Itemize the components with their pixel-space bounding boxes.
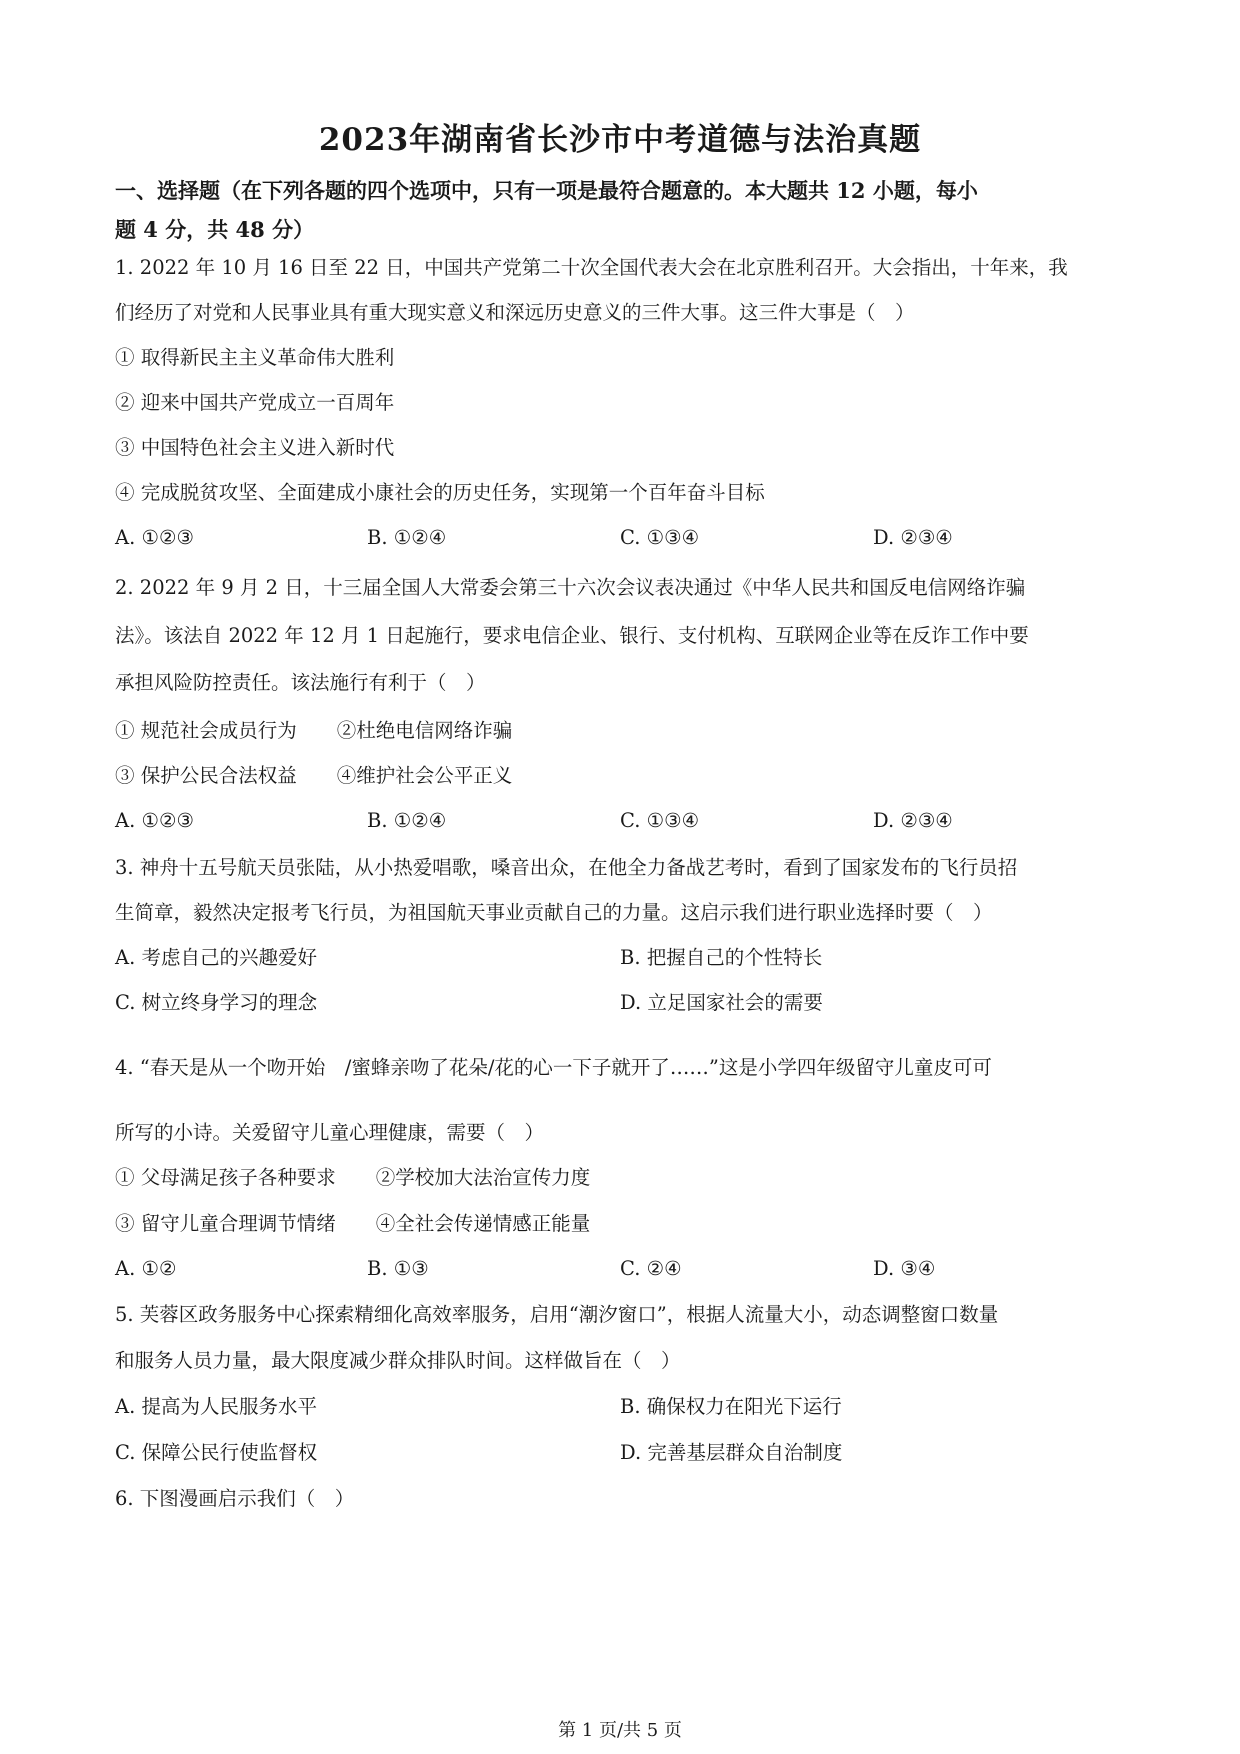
q4-item-1: ① 父母满足孩子各种要求 [115, 1166, 336, 1189]
section-heading-line-1: 一、选择题（在下列各题的四个选项中，只有一项是最符合题意的。本大题共 12 小题，每小 [115, 178, 978, 203]
q2-stem-line-1: 2. 2022 年 9 月 2 日，十三届全国人大常委会第三十六次会议表决通过《中华人民共和国反电信网络诈骗 [115, 576, 1026, 599]
q2-item-3: ③ 保护公民合法权益 [115, 764, 297, 787]
q5-option-d: D. 完善基层群众自治制度 [620, 1441, 843, 1464]
q2-items-row-1 [115, 718, 1135, 744]
page-footer: 第 1 页/共 5 页 [558, 1720, 682, 1741]
q2-item-4: ④维护社会公平正义 [336, 764, 513, 787]
q2-option-d: D. ②③④ [873, 809, 953, 832]
q4-items-row-1 [115, 1165, 1135, 1191]
q2-items-row-2 [115, 763, 1135, 789]
q1-item-2: ② 迎来中国共产党成立一百周年 [115, 391, 395, 414]
q5-option-a: A. 提高为人民服务水平 [115, 1395, 317, 1418]
q4-stem-line-1: 4. “春天是从一个吻开始 /蜜蜂亲吻了花朵/花的心一下子就开了……”这是小学四年级留守儿童皮可可 [115, 1056, 992, 1079]
q5-option-c: C. 保障公民行使监督权 [115, 1441, 318, 1464]
q5-stem-line-2: 和服务人员力量，最大限度减少群众排队时间。这样做旨在（ ） [115, 1349, 681, 1372]
q2-item-1: ① 规范社会成员行为 [115, 719, 297, 742]
q1-stem-line-1: 1. 2022 年 10 月 16 日至 22 日，中国共产党第二十次全国代表大会在北京胜利召开。大会指出，十年来，我 [115, 256, 1068, 279]
q4-option-a: A. ①② [115, 1257, 177, 1280]
q2-option-b: B. ①②④ [367, 809, 447, 832]
q2-item-2: ②杜绝电信网络诈骗 [336, 719, 513, 742]
q4-option-b: B. ①③ [367, 1257, 429, 1280]
q5-stem-line-1: 5. 芙蓉区政务服务中心探索精细化高效率服务，启用“潮汐窗口”，根据人流量大小，动态调整窗口数量 [115, 1303, 999, 1326]
q2-option-a: A. ①②③ [115, 809, 194, 832]
q1-item-3: ③ 中国特色社会主义进入新时代 [115, 436, 395, 459]
q3-option-a: A. 考虑自己的兴趣爱好 [115, 946, 317, 969]
q1-option-b: B. ①②④ [367, 526, 447, 549]
q1-option-a: A. ①②③ [115, 526, 194, 549]
q2-option-c: C. ①③④ [620, 809, 700, 832]
q2-stem-line-3: 承担风险防控责任。该法施行有利于（ ） [115, 671, 486, 694]
q3-option-d: D. 立足国家社会的需要 [620, 991, 823, 1014]
q1-stem-line-2: 们经历了对党和人民事业具有重大现实意义和深远历史意义的三件大事。这三件大事是（ ） [115, 301, 915, 324]
q5-option-b: B. 确保权力在阳光下运行 [620, 1395, 842, 1418]
q4-option-c: C. ②④ [620, 1257, 682, 1280]
q1-option-d: D. ②③④ [873, 526, 953, 549]
q4-items-row-2 [115, 1211, 1135, 1237]
q4-item-4: ④全社会传递情感正能量 [375, 1212, 591, 1235]
q4-item-3: ③ 留守儿童合理调节情绪 [115, 1212, 336, 1235]
q1-item-1: ① 取得新民主主义革命伟大胜利 [115, 346, 395, 369]
q3-stem-line-2: 生简章，毅然决定报考飞行员，为祖国航天事业贡献自己的力量。这启示我们进行职业选择时要（ ） [115, 901, 993, 924]
q2-stem-line-2: 法》。该法自 2022 年 12 月 1 日起施行，要求电信企业、银行、支付机构、互联网企业等在反诈工作中要 [115, 624, 1029, 647]
q1-option-c: C. ①③④ [620, 526, 700, 549]
q1-item-4: ④ 完成脱贫攻坚、全面建成小康社会的历史任务，实现第一个百年奋斗目标 [115, 481, 765, 504]
q4-item-2: ②学校加大法治宣传力度 [375, 1166, 591, 1189]
q4-option-d: D. ③④ [873, 1257, 936, 1280]
q3-option-b: B. 把握自己的个性特长 [620, 946, 823, 969]
q3-stem-line-1: 3. 神舟十五号航天员张陆，从小热爱唱歌，嗓音出众，在他全力备战艺考时，看到了国家发布的飞行员招 [115, 856, 1018, 879]
q3-option-c: C. 树立终身学习的理念 [115, 991, 318, 1014]
q4-stem-line-2: 所写的小诗。关爱留守儿童心理健康，需要（ ） [115, 1121, 545, 1144]
section-heading-line-2: 题 4 分，共 48 分） [115, 217, 315, 242]
q6-stem-line-1: 6. 下图漫画启示我们（ ） [115, 1487, 355, 1510]
page-title: 2023年湖南省长沙市中考道德与法治真题 [318, 122, 922, 158]
